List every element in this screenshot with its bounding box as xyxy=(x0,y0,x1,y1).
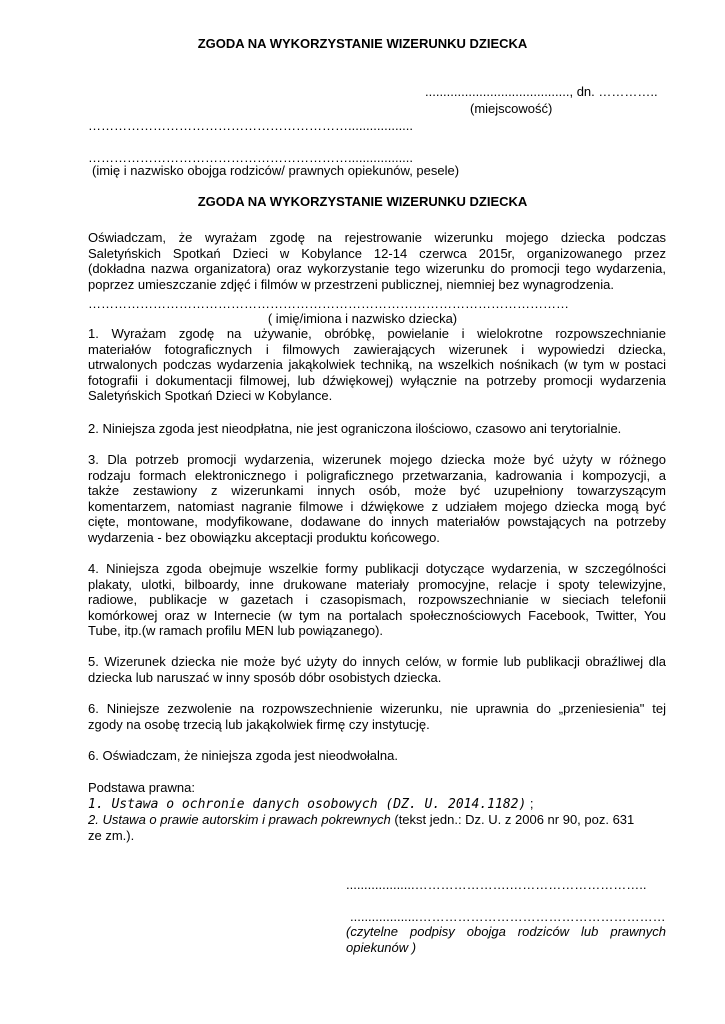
child-name-label: ( imię/imiona i nazwisko dziecka) xyxy=(267,311,458,326)
declaration-line: Oświadczam, że wyrażam zgodę na rejestrowanie wizerunku mojego dziecka podczas xyxy=(88,230,666,245)
declaration-paragraph xyxy=(88,230,666,292)
point-4 xyxy=(88,561,666,639)
declaration-line: Saletyńskich Spotkań Dzieci w Kobylance 12-14 czerwca 2015r, organizowanego przez xyxy=(88,245,666,261)
parents-label: (imię i nazwisko obojga rodziców/ prawnych opiekunów, pesele) xyxy=(92,163,460,178)
signature-line-2: ...................………………………………………………… xyxy=(350,909,666,924)
legal-item-1 xyxy=(88,796,534,812)
point-line: komentarzem, natomiast nagranie filmowe i dźwiękowe z udziałem mojego dziecka mogą być xyxy=(88,498,666,514)
point-6b: 6. Oświadczam, że niniejsza zgoda jest nieodwołalna. xyxy=(88,748,399,763)
point-line: także zestawiony z wizerunkami innych osób, może być uzupełniony towarzyszącym xyxy=(88,483,666,499)
point-line: utrwalonych podczas wydarzenia jakąkolwiek techniką, na wszelkich nośnikach (w tym w postaci xyxy=(88,357,666,373)
declaration-line: poprzez umieszczanie zdjęć i filmów w przestrzeni publicznej, niemniej bez wynagrodzenia. xyxy=(88,276,615,292)
declaration-line: (dokładna nazwa organizatora) oraz wykorzystanie tego wizerunku do promocji tego wydarzenia, xyxy=(88,261,666,277)
point-6a xyxy=(88,701,666,732)
point-5 xyxy=(88,654,666,685)
point-line: 3. Dla potrzeb promocji wydarzenia, wizerunek mojego dziecka może być użyty w różnego xyxy=(88,452,666,467)
point-line: zgody na osobę trzecią lub jakąkolwiek firmę czy instytucję. xyxy=(88,716,430,732)
point-line: komórkowej oraz w Internecie (w tym na portalach społecznościowych Facebook, Twitter, You xyxy=(88,607,666,623)
point-line: Tube, itp.(w ramach profilu MEN lub powiązanego). xyxy=(88,623,384,639)
legal-item-2-act: 2. Ustawa o prawie autorskim i prawach pokrewnych xyxy=(88,812,391,827)
section-title: ZGODA NA WYKORZYSTANIE WIZERUNKU DZIECKA xyxy=(197,194,528,209)
point-line: dziecka lub naruszać w inny sposób dóbr osobistych dziecka. xyxy=(88,669,442,685)
legal-item-2 xyxy=(88,812,634,827)
point-line: 4. Niniejsza zgoda obejmuje wszelkie formy publikacji dotyczące wydarzenia, w szczególności xyxy=(88,561,666,576)
signature-label xyxy=(346,924,666,955)
point-line: 6. Niniejsze zezwolenie na rozpowszechnienie wizerunku, nie uprawnia do „przeniesienia" tej xyxy=(88,701,666,716)
place-date-line: ........................................, dn. ………….. xyxy=(425,84,658,99)
point-line: wydarzenia - bez obowiązku akceptacji produktu końcowego. xyxy=(88,529,440,545)
point-3 xyxy=(88,452,666,546)
point-line: rodzaju formach elektronicznego i poligraficznego przetwarzania, kadrowania i kompozycji, a xyxy=(88,467,666,483)
point-line: radiowe, publikacje w gazetach i czasopismach, rozpowszechnianie w sieciach telefonii xyxy=(88,592,666,608)
document-title: ZGODA NA WYKORZYSTANIE WIZERUNKU DZIECKA xyxy=(197,36,528,51)
point-1 xyxy=(88,326,666,404)
point-line: fotografii i dokumentacji filmowej, lub dźwiękowej) wyłącznie na potrzeby promocji wydarzenia xyxy=(88,372,666,388)
point-line: Saletyńskich Spotkań Dzieci w Kobylance. xyxy=(88,388,333,404)
signature-label-line: (czytelne podpisy obojga rodziców lub prawnych xyxy=(346,924,666,939)
point-line: 5. Wizerunek dziecka nie może być użyty do innych celów, w formie lub publikacji obraźliwej dla xyxy=(88,654,666,669)
parents-line-1: …………………………………………………….................. xyxy=(88,118,414,133)
point-line: 1. Wyrażam zgodę na używanie, obróbkę, powielanie i wielokrotne rozpowszechnianie xyxy=(88,326,666,341)
legal-item-2-tail: (tekst jedn.: Dz. U. z 2006 nr 90, poz. 631 xyxy=(390,812,635,827)
point-line: cięte, montowane, modyfikowane, dodawane do innych materiałów powstających na potrzeby xyxy=(88,514,666,530)
signature-label-line: opiekunów ) xyxy=(346,939,417,955)
legal-item-2-continuation: ze zm.). xyxy=(88,828,135,843)
legal-heading: Podstawa prawna: xyxy=(88,780,195,795)
point-line: materiałów fotograficznych i filmowych zawierających wizerunek i wypowiedzi dziecka, xyxy=(88,341,666,357)
point-line: plakaty, ulotki, bilboardy, inne drukowane materiały promocyjne, relacje i spoty telewizyjne, xyxy=(88,576,666,592)
child-name-line: ………………………………………………………………………………………………… xyxy=(88,296,569,311)
point-2: 2. Niniejsza zgoda jest nieodpłatna, nie jest ograniczona ilościowo, czasowo ani terytorialnie. xyxy=(88,421,622,436)
place-label: (miejscowość) xyxy=(470,101,553,116)
legal-item-1-tail: ; xyxy=(526,796,534,811)
parents-line-2: …………………………………………………….................. xyxy=(88,150,414,165)
legal-item-1-act: 1. Ustawa o ochronie danych osobowych (DZ. U. 2014.1182) xyxy=(88,797,527,812)
signature-line-1: ...................………………….………………………….. xyxy=(346,877,647,892)
